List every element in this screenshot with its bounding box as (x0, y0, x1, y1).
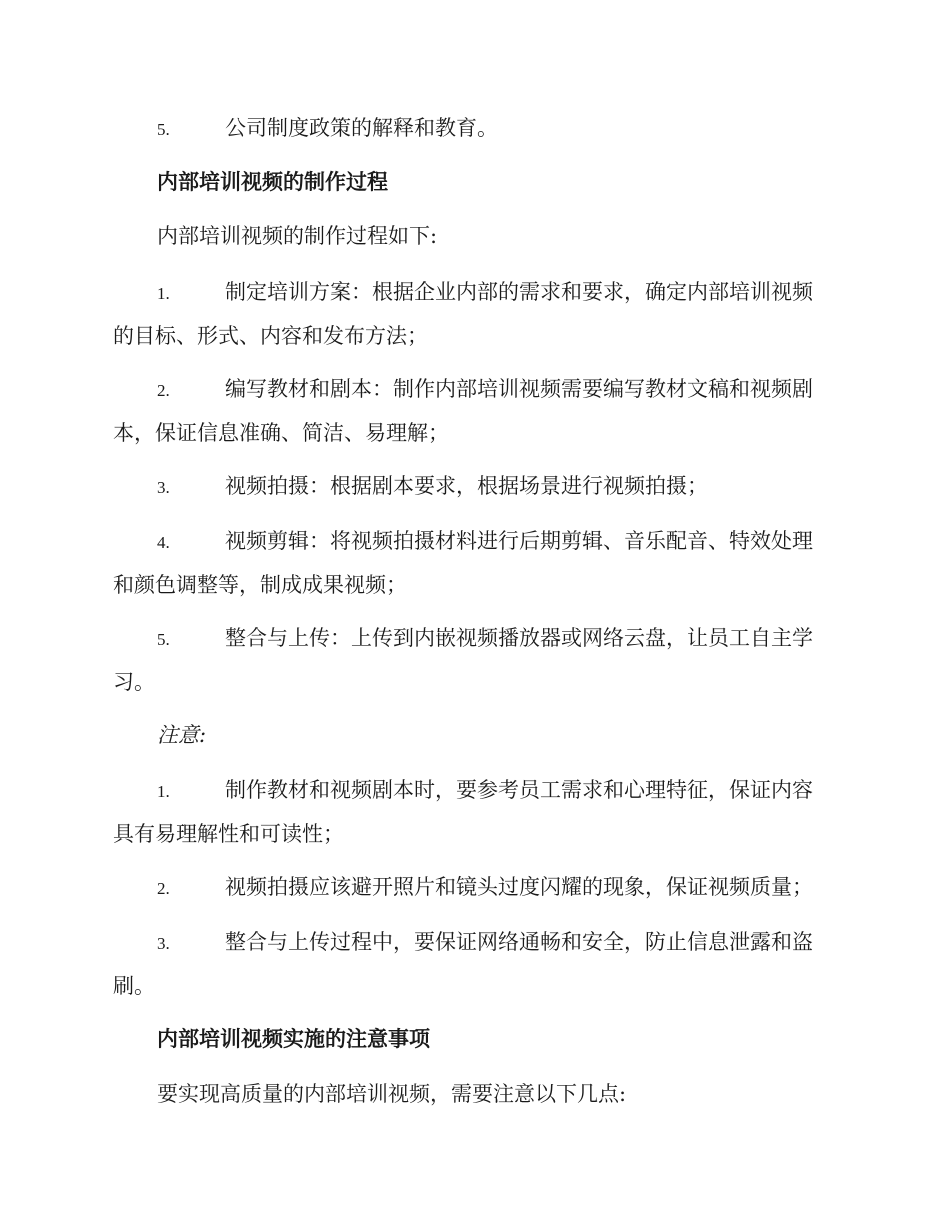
list-text: 编写教材和剧本：制作内部培训视频需要编写教材文稿和视频剧 (225, 377, 813, 401)
list-text-cont: 刷。 (113, 974, 155, 998)
section-heading (113, 1018, 835, 1060)
list-text: 制定培训方案：根据企业内部的需求和要求，确定内部培训视频 (225, 280, 813, 304)
paragraph-text: 内部培训视频的制作过程如下: (157, 224, 438, 248)
list-text: 视频拍摄：根据剧本要求，根据场景进行视频拍摄； (225, 474, 708, 498)
list-item-4 (113, 520, 835, 606)
heading-text: 内部培训视频实施的注意事项 (157, 1026, 430, 1051)
list-text: 视频拍摄应该避开照片和镜头过度闪耀的现象，保证视频质量； (225, 875, 813, 899)
list-item-5 (113, 107, 835, 151)
paragraph (113, 215, 835, 257)
note-text: 注意: (157, 723, 207, 747)
section-heading (113, 161, 835, 203)
list-number: 4. (157, 533, 170, 552)
list-item-5 (113, 617, 835, 703)
list-text-cont: 习。 (113, 670, 155, 694)
list-number: 5. (157, 120, 170, 139)
list-text: 整合与上传过程中，要保证网络通畅和安全，防止信息泄露和盗 (225, 930, 813, 954)
list-number: 2. (157, 879, 170, 898)
list-text-cont: 和颜色调整等，制成成果视频； (113, 573, 407, 597)
list-text-cont: 的目标、形式、内容和发布方法； (113, 324, 428, 348)
note-label (113, 714, 835, 756)
list-text: 视频剪辑：将视频拍摄材料进行后期剪辑、音乐配音、特效处理 (225, 529, 813, 553)
list-number: 1. (157, 782, 170, 801)
heading-text: 内部培训视频的制作过程 (157, 169, 388, 194)
list-number: 2. (157, 381, 170, 400)
list-item-1 (113, 769, 835, 855)
paragraph-text: 要实现高质量的内部培训视频，需要注意以下几点: (157, 1082, 627, 1106)
paragraph (113, 1073, 835, 1115)
list-text: 整合与上传：上传到内嵌视频播放器或网络云盘，让员工自主学 (225, 626, 813, 650)
list-item-1 (113, 271, 835, 357)
list-number: 1. (157, 284, 170, 303)
list-item-3 (113, 465, 835, 509)
list-text: 公司制度政策的解释和教育。 (225, 116, 498, 140)
list-text-cont: 具有易理解性和可读性； (113, 822, 344, 846)
list-item-2 (113, 866, 835, 910)
list-item-2 (113, 368, 835, 454)
list-text: 制作教材和视频剧本时，要参考员工需求和心理特征，保证内容 (225, 778, 813, 802)
list-number: 5. (157, 630, 170, 649)
list-number: 3. (157, 934, 170, 953)
list-number: 3. (157, 478, 170, 497)
list-text-cont: 本，保证信息准确、简洁、易理解； (113, 421, 449, 445)
list-item-3 (113, 921, 835, 1007)
